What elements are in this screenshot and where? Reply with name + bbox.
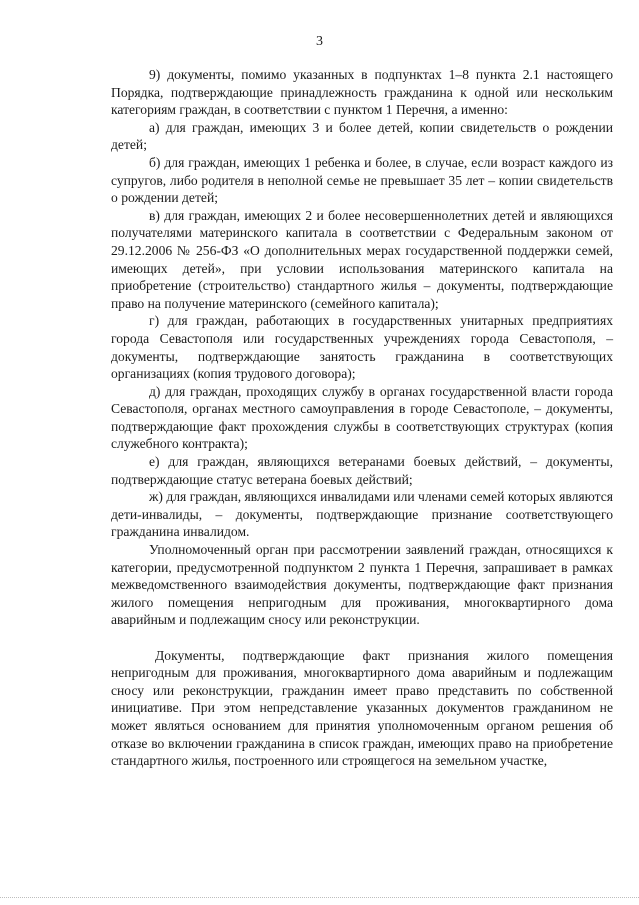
- page-number: 3: [316, 34, 323, 49]
- paragraph-subitem-g: г) для граждан, работающих в государственных унитарных предприятиях города Севастополя или государственных учреждениях города Севастополя, – документы, подтверждающие занятость гражданина в соответствующих организациях (копия трудового договора);: [111, 313, 613, 382]
- paragraph-subitem-v: в) для граждан, имеющих 2 и более несовершеннолетних детей и являющихся получателями материнского капитала в соответствии с Федеральным законом от 29.12.2006 № 256-ФЗ «О дополнительных мерах государственной поддержки семей, имеющих детей», при условии использования материнского капитала на приобретение (строительство) стандартного жилья – документы, подтверждающие право на получение материнского (семейного капитала);: [111, 207, 613, 311]
- document-body: [111, 66, 613, 770]
- paragraph-subitem-a: а) для граждан, имеющих 3 и более детей, копии свидетельств о рождении детей;: [111, 119, 613, 153]
- paragraph-item-9: 9) документы, помимо указанных в подпунктах 1–8 пункта 2.1 настоящего Порядка, подтверждающие принадлежность гражданина к одной или нескольким категориям граждан, в соответствии с пунктом 1 Перечня, а именно:: [111, 67, 613, 118]
- page-bottom-rule: [0, 897, 639, 898]
- paragraph-subitem-d: д) для граждан, проходящих службу в органах государственной власти города Севастополя, органах местного самоуправления в городе Севастополе, – документы, подтверждающие факт прохождения службы в соответствующих структурах (копия служебного контракта);: [111, 383, 613, 452]
- paragraph-subitem-e: е) для граждан, являющихся ветеранами боевых действий, – документы, подтверждающие статус ветерана боевых действий;: [111, 454, 613, 487]
- paragraph-authorized-body: Уполномоченный орган при рассмотрении заявлений граждан, относящихся к категории, предусмотренной подпунктом 2 пункта 1 Перечня, запрашивает в рамках межведомственного взаимодействия документы, подтверждающие факт признания жилого помещения непригодным для проживания, многоквартирного дома аварийным и подлежащим сносу или реконструкции.: [111, 542, 613, 628]
- paragraph-subitem-b: б) для граждан, имеющих 1 ребенка и более, в случае, если возраст каждого из супругов, либо родителя в неполной семье не превышает 35 лет – копии свидетельств о рождении детей;: [111, 154, 613, 206]
- paragraph-documents: Документы, подтверждающие факт признания жилого помещения непригодным для проживания, многоквартирного дома аварийным и подлежащим сносу или реконструкции, гражданин имеет право представить по собственной инициативе. При этом непредставление указанных документов гражданином не может являться основанием для принятия уполномоченным органом решения об отказе во включении гражданина в список граждан, имеющих право на приобретение стандартного жилья, построенного или строящегося на земельном участке,: [111, 647, 613, 769]
- paragraph-subitem-zh: ж) для граждан, являющихся инвалидами или членами семей которых являются дети-инвалиды, – документы, подтверждающие признание соответствующего гражданина инвалидом.: [111, 489, 613, 540]
